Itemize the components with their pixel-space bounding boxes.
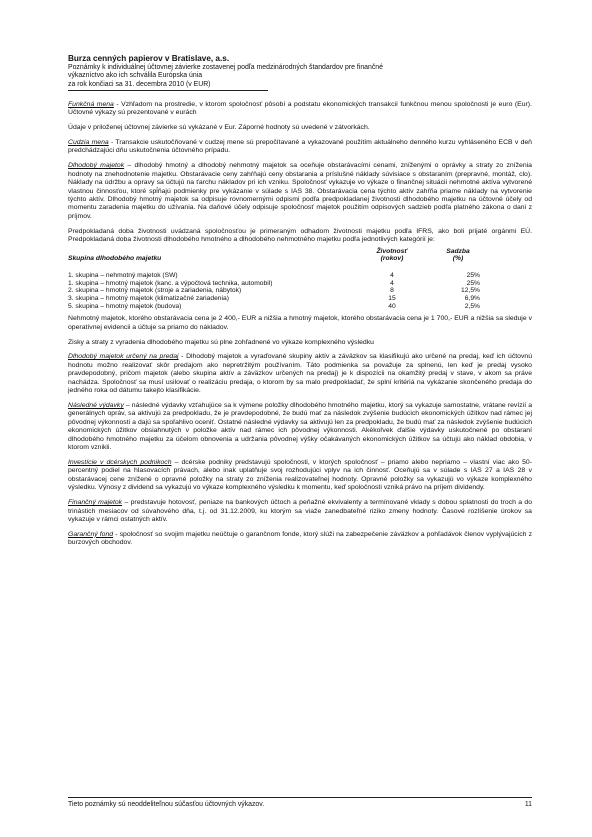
paragraph-text: Zisky a straty z vyradenia dlhodobého majetku sú plne zohľadnené vo výkaze komplexného výsledku — [68, 338, 374, 346]
header-life-line1: Životnosť — [376, 247, 408, 255]
paragraph-funkcna-mena — [68, 101, 532, 118]
category-rate: 12,5% — [461, 287, 480, 295]
paragraph-text: – predstavuje hotovosť, peniaze na bankových účtoch a peňažné ekvivalenty a termínované vklady s dobou splatnosti do troch a do trinástich mesiacov od súvahového dňa, t.j. od 31.12.2009, ku ktorým sa viaže zanedbateľné riziko zmeny hodnoty. Časové rozlíšenie úrokov sa vykazuje v rámci ostatných aktív. — [68, 499, 532, 523]
header-line: Poznámky k individuálnej účtovnej závierke zostavenej podľa medzinárodných štandardov pre finančné — [68, 64, 383, 71]
term: Funkčná mena — [68, 101, 114, 108]
paragraph-text: Údaje v priloženej účtovnej závierke sú vykázané v Eur. Záporné hodnoty sú uvedené v zátvorkách. — [68, 124, 370, 132]
header-rate-line2: (%) — [452, 255, 464, 263]
category-name: 1. skupina – nehmotný majetok (SW) — [68, 271, 178, 279]
header-life-line2: (rokov) — [380, 255, 404, 263]
paragraph-nehmotny-majetok — [68, 315, 532, 332]
table-row — [68, 272, 494, 280]
term: Dlhodobý majetok určený na predaj — [68, 353, 179, 361]
category-rate: 2,5% — [464, 302, 480, 310]
paragraph-investicie — [68, 459, 532, 493]
term: Investície v dcérskych podnikoch — [68, 458, 172, 466]
table-row — [68, 295, 494, 303]
category-rate: 25% — [466, 271, 480, 279]
category-name: 5. skupina – hmotný majetok (budova) — [68, 302, 182, 310]
category-life: 4 — [390, 271, 394, 279]
term: Následné výdavky — [68, 401, 124, 409]
term: Finančný majetok — [68, 499, 123, 507]
paragraph-udaje — [68, 124, 532, 132]
category-rate: 6,9% — [464, 295, 480, 303]
footer-note: Tieto poznámky sú neoddeliteľnou súčasťou účtovných výkazov. — [68, 801, 265, 808]
document-header — [68, 54, 532, 91]
header-line: výkazníctvo ako ich schválila Európska únia — [68, 72, 203, 80]
table-row — [68, 280, 494, 288]
header-line: za rok končiaci sa 31. decembra 2010 (v EUR) — [68, 80, 211, 88]
paragraph-cudzia-mena — [68, 139, 532, 156]
header-rate-line1: Sadzba — [446, 247, 470, 255]
paragraph-text: - Transakcie uskutočňované v cudzej mene sú prepočítavané a vykazované použitím aktuálneho denného kurzu vyhláseného ECB v deň predchádzajúci dňu uskutočnenia účtovného prípadu. — [68, 138, 532, 155]
column-header-rate — [422, 248, 494, 263]
category-name: 3. skupina – hmotný majetok (klimatizačné zariadenia) — [68, 295, 229, 303]
term: Garančný fond — [68, 530, 114, 538]
paragraph-text: – dcérske podniky predstavujú spoločnosti, v ktorých spoločnosť – priamo alebo nepriamo – vlastní viac ako 50-percentný podiel na hlasovacích právach, alebo inak uplatňuje svoj rozhodujúci vplyv na ich činnosť. Oceňujú sa v súlade s IAS 27 a IAS 28 v obstarávacej cene znížené o opravné položky na straty zo zníženia realizovateľnej hodnoty. Opravné položky sa vykazujú vo výkaze komplexného výsledku. Výnosy z dividend sa vykazujú vo výkaze komplexného výsledku k momentu, keď spoločnosti vzniká právo na príjem dividendy. — [68, 458, 532, 492]
paragraph-text: Predpokladaná doba životnosti uvádzaná spoločnosťou je primeraným odhadom životnosti majetku podľa IFRS, ako boli prijaté orgánmi EÚ. Predpokladaná doba životnosti dlhodobého hmotného a dlhodobého nehmotného majetku podľa jednotlivých kategórií je: — [68, 227, 532, 244]
table-row — [68, 303, 494, 311]
column-header-category: Skupina dlhodobého majetku — [68, 255, 162, 263]
paragraph-text: - spoločnosť so svojim majetku neúčtuje o garančnom fonde, ktorý slúži na zabezpečenie záväzkov a pohľadávok členov vyplývajúcich z burzových obchodov. — [68, 530, 532, 547]
table-row — [68, 287, 494, 295]
paragraph-text: Nehmotný majetok, ktorého obstarávacia cena je 2 400,- EUR a nižšia a hmotný majetok, ktorého obstarávacia cena je 1 700,- EUR a nižšia sa sleduje v operatívnej evidencii a účtuje sa priamo do nákladov. — [68, 315, 532, 331]
paragraph-zivotnost — [68, 228, 532, 245]
term: Cudzia mena — [68, 138, 109, 146]
paragraph-text: - Vzhľadom na prostredie, v ktorom spoločnosť pôsobí a podstatu ekonomických transakcií funkčnou menou spoločnosti je euro (Eur). Účtovné výkazy sú prezentované v eurách — [68, 101, 532, 117]
paragraph-urceny-na-predaj — [68, 353, 532, 395]
term: Dlhodobý majetok — [68, 162, 125, 170]
category-rate: 25% — [466, 279, 480, 287]
paragraph-text: – následné výdavky vzťahujúce sa k výmene položky dlhodobého hmotného majetku, ktorý sa vykazuje samostatne, vrátane revízií a generálnych opráv, sa aktivujú za predpokladu, že je pravdepodobné, že budú mať za následok zvýšenie budúcich ekonomických úžitkov nad rámec jej pôvodnej výkonnosti a dajú sa spoľahlivo oceniť. Ostatné následné výdavky sa aktivujú len za predpokladu, že budú mať za následok zvýšenie budúcich ekonomických úžitkov obsiahnutých v položke aktív nad rámec ich pôvodnej výkonnosti. Akékoľvek ďalšie výdavky uskutočnené po obstaraní dlhodobého hmotného majetku za účelom obnovenia a udržania pôvodnej výšky očakávaných ekonomických úžitkov sa účtujú ako náklad obdobia, v ktorom vznikli. — [68, 401, 532, 452]
spacer-row — [68, 263, 494, 272]
paragraph-text: - Dlhodobý majetok a vyraďované skupiny aktív a záväzkov sa klasifikujú ako určené na predaj, keď ich účtovnú hodnotu možno realizovať skôr predajom ako nepretržitým používaním. Táto podmienka sa považuje za splnenú, len keď je predaj vysoko pravdepodobný, pričom majetok (alebo skupina aktív a záväzkov určených na predaj) je k dispozícii na okamžitý predaj v stave, v akom sa práve nachádza. Spoločnosť sa musí usilovať o realizáciu predaja, o ktorom by sa malo predpokladať, že splní kritériá na vykázanie skončeného predaja do jedného roka od dátumu takejto klasifikácie. — [68, 353, 532, 395]
paragraph-text: – dlhodobý hmotný a dlhodobý nehmotný majetok sa oceňuje obstarávacími cenami, zníženými o oprávky a straty zo zníženia hodnoty na znehodnotenie majetku. Obstarávacie ceny zahŕňajú ceny obstarania a príslušné náklady súvisiace s obstaraním (prepravné, montáž, clo). Náklady na údržbu a opravy sa účtujú na ťarchu nákladov pri ich vzniku. Spoločnosť vykazuje vo výkaze o finančnej situácii nehmotné aktíva vytvorené vlastnou činnosťou, ktoré spĺňajú podmienky pre vykázanie v súlade s IAS 38. Obstarávacia cena týchto aktív zahŕňa priame náklady na vytvorenie týchto aktív. Dlhodobý hmotný majetok sa odpisuje rovnomernými odpismi podľa predpokladanej životnosti dlhodobého majetku na účtovné účely od momentu zaradenia majetku do užívania. Na daňové účely odpisuje spoločnosť majetok použitím odpisových sadzieb podľa platného zákona o dani z príjmov. — [68, 162, 532, 220]
header-rule — [68, 90, 268, 91]
page-footer — [68, 797, 532, 809]
paragraph-dlhodoby-majetok — [68, 162, 532, 221]
column-header-life — [362, 248, 422, 263]
category-life: 15 — [388, 295, 396, 303]
category-life: 40 — [388, 302, 396, 310]
paragraph-zisky-straty — [68, 339, 532, 347]
paragraph-financny-majetok — [68, 499, 532, 524]
table-header-row — [68, 248, 494, 263]
document-body — [68, 101, 532, 554]
paragraph-garancny-fond — [68, 531, 532, 548]
category-life: 4 — [390, 279, 394, 287]
company-name: Burza cenných papierov v Bratislave, a.s. — [68, 54, 230, 63]
asset-categories-table — [68, 248, 494, 311]
category-name: 1. skupina – hmotný majetok (kanc. a výpočtová technika, automobil) — [68, 279, 273, 287]
category-name: 2. skupina – hmotný majetok (stroje a zariadenia, nábytok) — [68, 287, 242, 295]
category-life: 8 — [390, 287, 394, 295]
paragraph-nasledne-vydavky — [68, 402, 532, 453]
page-number: 11 — [524, 801, 532, 808]
